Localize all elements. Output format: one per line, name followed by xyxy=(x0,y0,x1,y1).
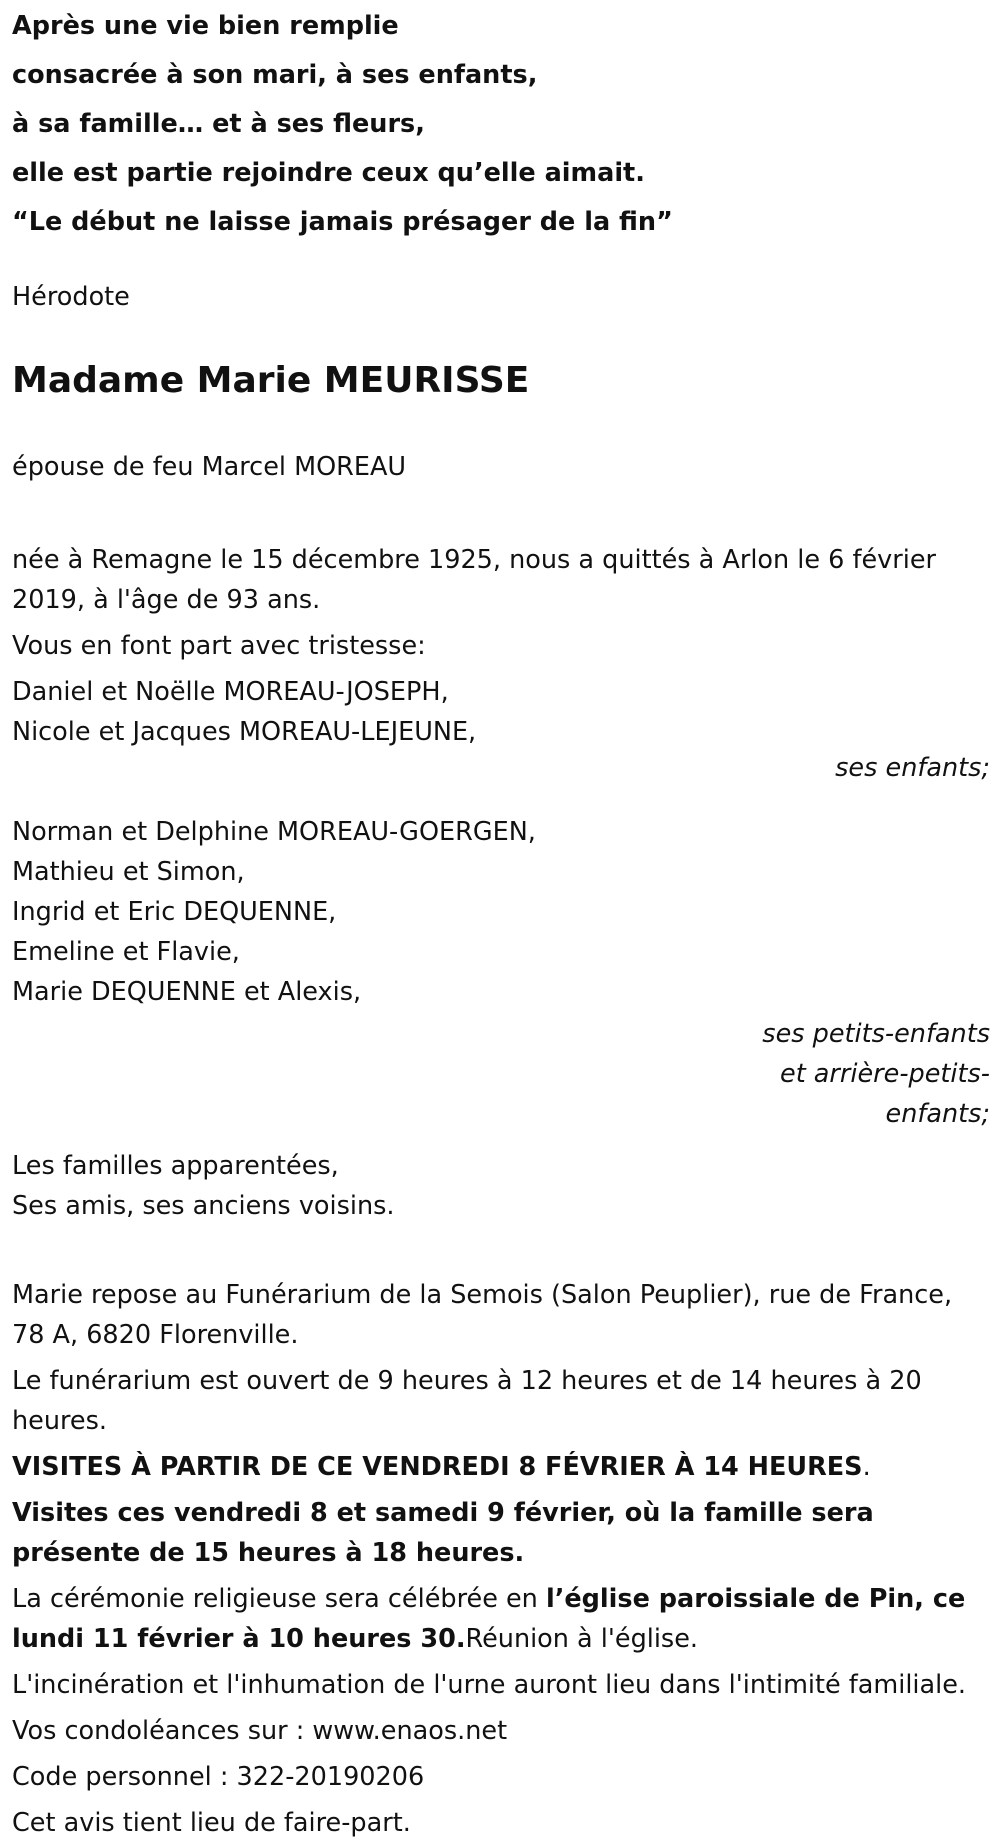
quote-author: Hérodote xyxy=(12,282,130,312)
code-line: Code personnel : 322-20190206 xyxy=(12,1762,425,1792)
quote-line: à sa famille… et à ses fleurs, xyxy=(12,109,425,139)
visits-bold: VISITES À PARTIR DE CE VENDREDI 8 FÉVRIER À 14 HEURES xyxy=(12,1452,863,1482)
epigraph-quote xyxy=(12,0,992,247)
list-item: Ingrid et Eric DEQUENNE, xyxy=(12,897,337,927)
quote-line: “Le début ne laisse jamais présager de la fin” xyxy=(12,207,673,237)
children-list xyxy=(12,672,992,752)
ceremony-suffix: Réunion à l'église. xyxy=(465,1624,699,1654)
spouse-line: épouse de feu Marcel MOREAU xyxy=(12,452,407,482)
opening-hours: Le funérarium est ouvert de 9 heures à 12 heures et de 14 heures à 20 heures. xyxy=(12,1366,922,1436)
visits-period: . xyxy=(862,1452,871,1482)
obituary-content xyxy=(12,0,992,1843)
visits-line xyxy=(12,1447,992,1487)
list-item: Norman et Delphine MOREAU-GOERGEN, xyxy=(12,817,536,847)
quote-line: elle est partie rejoindre ceux qu’elle aimait. xyxy=(12,158,645,188)
birth-death-line: née à Remagne le 15 décembre 1925, nous a quittés à Arlon le 6 février 2019, à l'âge de 93 ans. xyxy=(12,545,936,615)
announcement-intro: Vous en font part avec tristesse: xyxy=(12,631,426,661)
grandchildren-list xyxy=(12,812,992,1012)
list-item: Les familles apparentées, xyxy=(12,1151,339,1181)
list-item: Mathieu et Simon, xyxy=(12,857,245,887)
deceased-name: Madame Marie MEURISSE xyxy=(12,360,530,401)
list-item: Emeline et Flavie, xyxy=(12,937,240,967)
family-visits-text: Visites ces vendredi 8 et samedi 9 février, où la famille sera présente de 15 heures à 18 heures. xyxy=(12,1498,874,1568)
ceremony-bold: l’église paroissiale de Pin, ce lundi 11 février à 10 heures 30. xyxy=(12,1584,966,1654)
family-visits xyxy=(12,1493,992,1573)
grandchildren-role: ses petits-enfants et arrière-petits-enfants; xyxy=(762,1019,990,1129)
ceremony-line xyxy=(12,1579,992,1659)
list-item: Daniel et Noëlle MOREAU-JOSEPH, xyxy=(12,677,449,707)
quote-line: Après une vie bien remplie xyxy=(12,11,399,41)
ceremony-prefix: La cérémonie religieuse sera célébrée en xyxy=(12,1584,546,1614)
notice-line: Cet avis tient lieu de faire-part. xyxy=(12,1808,411,1838)
others-list xyxy=(12,1146,992,1226)
rest-place: Marie repose au Funérarium de la Semois (Salon Peuplier), rue de France, 78 A, 6820 Florenville. xyxy=(12,1280,953,1350)
list-item: Marie DEQUENNE et Alexis, xyxy=(12,977,362,1007)
list-item: Ses amis, ses anciens voisins. xyxy=(12,1191,395,1221)
cremation-line: L'incinération et l'inhumation de l'urne auront lieu dans l'intimité familiale. xyxy=(12,1670,966,1700)
condolences-line: Vos condoléances sur : www.enaos.net xyxy=(12,1716,508,1746)
children-role: ses enfants; xyxy=(835,753,990,783)
quote-line: consacrée à son mari, à ses enfants, xyxy=(12,60,538,90)
list-item: Nicole et Jacques MOREAU-LEJEUNE, xyxy=(12,717,477,747)
